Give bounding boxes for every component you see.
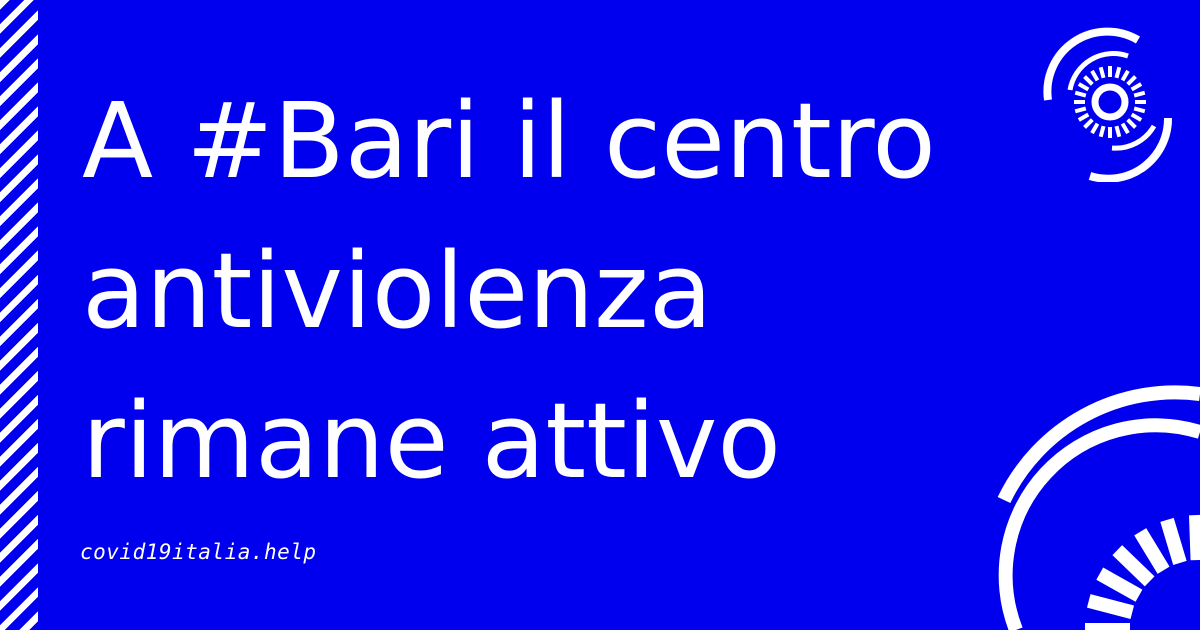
striped-border — [0, 0, 38, 630]
headline-line-1: A #Bari il centro — [82, 80, 936, 202]
site-url: covid19italia.help — [80, 540, 317, 564]
virus-badge-icon — [990, 380, 1200, 630]
virus-badge-icon — [1040, 26, 1180, 182]
headline-line-2: antiviolenza — [82, 230, 713, 352]
headline-line-3: rimane attivo — [82, 380, 782, 502]
headline — [82, 66, 936, 516]
